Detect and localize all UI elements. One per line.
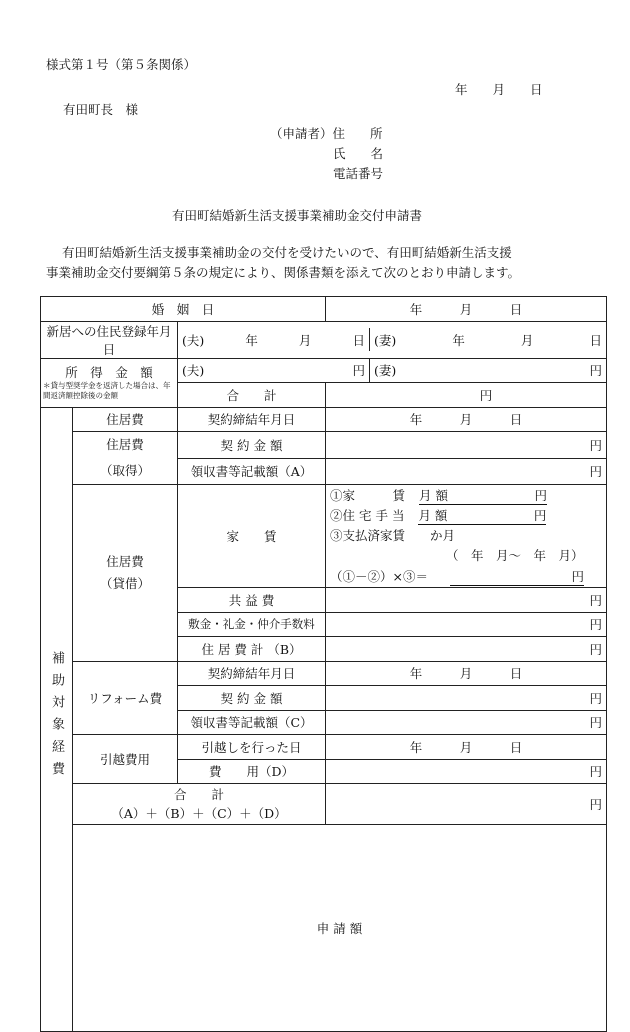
income-husband-field[interactable]: (夫) 円 [178, 359, 370, 382]
deposit-fees-label: 敷金・礼金・仲介手数料 [178, 612, 326, 637]
housing-rent-label: 住居費 （貸借） [73, 485, 178, 662]
applicant-name-label: 氏 名 [333, 146, 384, 161]
subsidy-category-label: 補助対象経費 [49, 651, 64, 785]
income-label: 所 得 金 額 [65, 364, 153, 380]
registration-date-label: 新居への住民登録年月日 [41, 321, 178, 358]
purchase-contract-amount-label: 契 約 金 額 [178, 432, 326, 459]
income-fields [178, 358, 607, 383]
reform-contract-amount-field[interactable]: 円 [326, 686, 607, 711]
rent-line-3[interactable]: ③支払済家賃 か月 [326, 525, 607, 545]
moving-date-label: 引越しを行った日 [178, 735, 326, 760]
rent-period[interactable]: （ 年 月～ 年 月） [326, 545, 607, 565]
body-text-line-1: 有田町結婚新生活支援事業補助金の交付を受けたいので、有田町結婚新生活支援 [62, 245, 512, 260]
application-table [40, 296, 607, 1032]
receipt-a-field[interactable]: 円 [326, 458, 607, 485]
registration-husband-field[interactable]: (夫) 年 月 日 [178, 328, 370, 351]
body-text-line-2: 事業補助金交付要綱第５条の規定により、関係書類を添えて次のとおり申請します。 [46, 265, 521, 280]
income-note: ＊貸与型奨学金を返済した場合は、年間返済額控除後の金額 [43, 380, 171, 400]
addressee: 有田町長 様 [63, 102, 139, 117]
deposit-fees-field[interactable]: 円 [326, 612, 607, 637]
subsidy-sum-label: 合 計 （A）＋（B）＋（C）＋（D） [73, 784, 326, 825]
rent-line-1[interactable]: ①家 賃 月 額 円 [326, 485, 607, 506]
housing-purchase-label: 住居費 （取得） [73, 432, 178, 485]
reform-label: リフォーム費 [73, 661, 178, 735]
common-fee-label: 共 益 費 [178, 588, 326, 613]
reform-contract-date-label: 契約締結年月日 [178, 661, 326, 686]
housing-total-b-field[interactable]: 円 [326, 637, 607, 662]
receipt-c-field[interactable]: 円 [326, 710, 607, 735]
rent-label: 家 賃 [178, 485, 326, 588]
registration-date-fields [178, 321, 607, 358]
reform-contract-date-field[interactable]: 年 月 日 [326, 661, 607, 686]
application-date: 年 月 日 [455, 82, 543, 97]
income-wife-field[interactable]: (妻) 円 [374, 363, 603, 379]
marriage-date-label: 婚 姻 日 [41, 297, 326, 322]
income-total-field[interactable]: 円 [326, 383, 607, 408]
applicant-address-label: （申請者）住 所 [270, 126, 383, 141]
subsidy-category-label-cell [41, 407, 73, 1032]
applicant-phone-label: 電話番号 [333, 166, 384, 181]
housing-contract-date-label: 契約締結年月日 [178, 407, 326, 432]
rent-line-2[interactable]: ②住 宅 手 当 月 額 円 [326, 505, 607, 525]
registration-wife-field[interactable]: (妻) 年 月 日 [374, 332, 602, 348]
subsidy-sum-field[interactable]: 円 [326, 784, 607, 825]
moving-date-field[interactable]: 年 月 日 [326, 735, 607, 760]
housing-contract-date-field[interactable]: 年 月 日 [326, 407, 607, 432]
purchase-contract-amount-field[interactable]: 円 [326, 432, 607, 459]
housing-label: 住居費 [73, 407, 178, 432]
document-title: 有田町結婚新生活支援事業補助金交付申請書 [172, 208, 423, 223]
housing-total-b-label: 住 居 費 計 （B） [178, 637, 326, 662]
receipt-a-label: 領収書等記載額（A） [178, 458, 326, 485]
rent-formula[interactable]: （①－②）×③＝ 円 [326, 565, 607, 588]
income-label-cell [41, 358, 178, 407]
reform-contract-amount-label: 契 約 金 額 [178, 686, 326, 711]
form-number: 様式第１号（第５条関係） [46, 57, 197, 72]
common-fee-field[interactable]: 円 [326, 588, 607, 613]
income-total-label: 合 計 [178, 383, 326, 408]
moving-cost-label: 費 用（D） [178, 759, 326, 784]
moving-cost-field[interactable]: 円 [326, 759, 607, 784]
marriage-date-field[interactable]: 年 月 日 [326, 297, 607, 322]
moving-label: 引越費用 [73, 735, 178, 784]
application-amount-label: 申 請 額 [73, 825, 607, 1032]
receipt-c-label: 領収書等記載額（C） [178, 710, 326, 735]
